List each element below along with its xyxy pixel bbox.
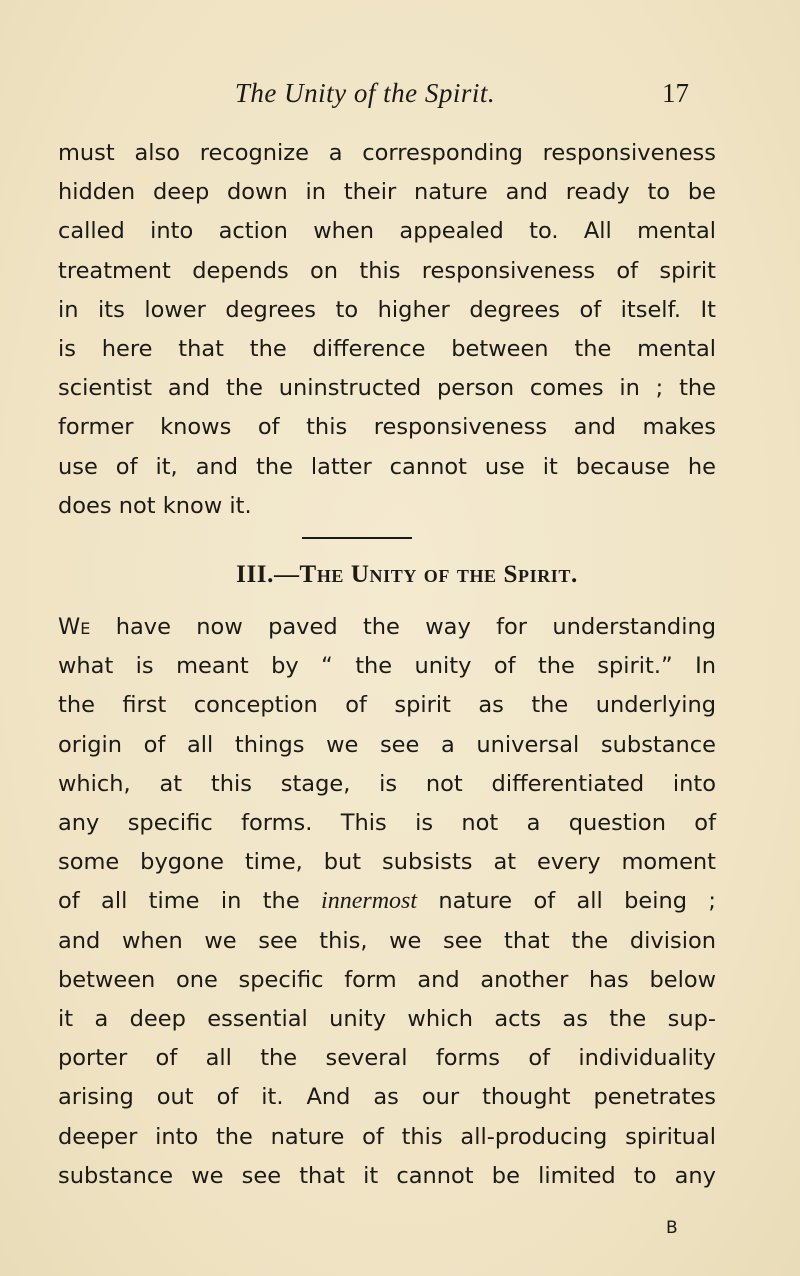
running-title: The Unity of the Spirit. bbox=[234, 78, 496, 108]
text-line: must also recognize a corresponding responsiveness bbox=[58, 140, 716, 166]
paragraph-1 bbox=[58, 134, 716, 526]
text-segment: nature of all being ; bbox=[417, 888, 717, 915]
text-line: and when we see this, we see that the division bbox=[58, 927, 716, 954]
text-line: substance we see that it cannot be limited to any bbox=[58, 1162, 716, 1189]
text-line bbox=[58, 608, 716, 647]
text-line: called into action when appealed to. All mental bbox=[58, 218, 716, 245]
italic-word: innermost bbox=[321, 888, 418, 915]
text-line: origin of all things we see a universal substance bbox=[58, 731, 716, 758]
text-line: use of it, and the latter cannot use it because he bbox=[58, 453, 716, 480]
text-line: hidden deep down in their nature and ready to be bbox=[58, 179, 716, 206]
text-line: some bygone time, but subsists at every moment bbox=[58, 849, 716, 876]
text-line: former knows of this responsiveness and makes bbox=[58, 414, 716, 441]
text-line: does not know it. bbox=[58, 492, 252, 519]
section-divider-rule bbox=[302, 537, 412, 539]
running-head bbox=[0, 78, 800, 114]
text-segment: of all time in the bbox=[58, 888, 322, 915]
text-line: porter of all the several forms of individuality bbox=[58, 1045, 716, 1072]
text-line: is here that the difference between the mental bbox=[58, 336, 716, 363]
text-line: what is meant by “ the unity of the spirit.” In bbox=[58, 653, 716, 680]
text-line: deeper into the nature of this all-producing spiritual bbox=[58, 1123, 716, 1150]
paragraph-2 bbox=[58, 608, 716, 1196]
text-line: in its lower degrees to higher degrees of itself. It bbox=[58, 296, 716, 323]
text-line: treatment depends on this responsiveness of spirit bbox=[58, 257, 716, 284]
text-line bbox=[58, 882, 716, 921]
text-segment: have now paved the way for understanding bbox=[90, 614, 716, 640]
text-line: scientist and the uninstructed person comes in ; the bbox=[58, 375, 716, 402]
signature-mark: B bbox=[666, 1218, 678, 1238]
text-line: which, at this stage, is not differentiated into bbox=[58, 770, 716, 797]
drop-word: We bbox=[58, 614, 91, 640]
section-heading: III.—The Unity of the Spirit. bbox=[236, 561, 578, 588]
text-line: any specific forms. This is not a question of bbox=[58, 810, 716, 837]
text-line: the first conception of spirit as the underlying bbox=[58, 692, 716, 719]
text-line: arising out of it. And as our thought penetrates bbox=[58, 1084, 716, 1111]
page-number: 17 bbox=[662, 78, 689, 108]
text-line: between one specific form and another has below bbox=[58, 966, 716, 993]
text-line: it a deep essential unity which acts as the sup- bbox=[58, 1006, 716, 1033]
